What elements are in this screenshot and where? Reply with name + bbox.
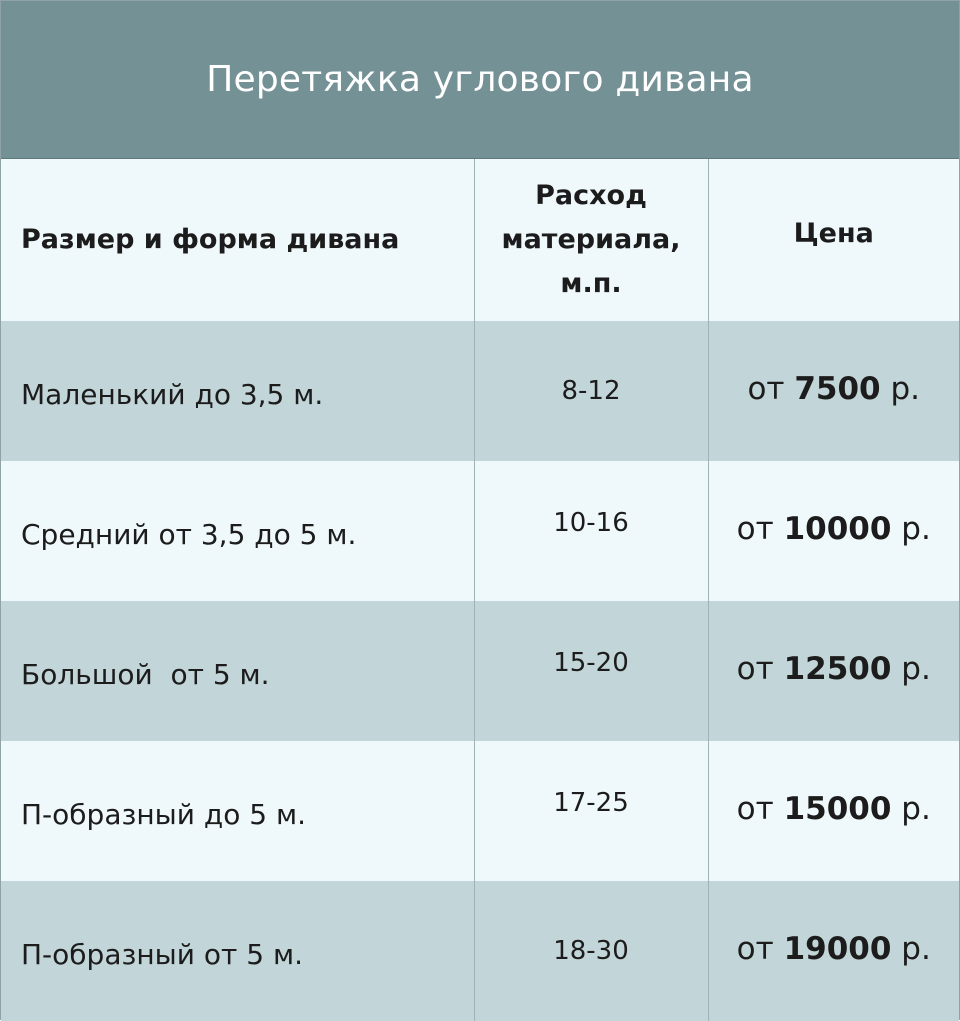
price-prefix: от bbox=[747, 371, 785, 407]
row-price bbox=[708, 601, 959, 741]
price-value: 15000 bbox=[783, 791, 892, 827]
price-suffix: р. bbox=[901, 511, 931, 547]
table-row bbox=[1, 321, 959, 461]
row-material: 17-25 bbox=[474, 741, 708, 881]
table-row bbox=[1, 881, 959, 1021]
header-material-line1: Расход bbox=[535, 180, 647, 211]
row-size: Большой от 5 м. bbox=[21, 657, 270, 691]
header-price: Цена bbox=[708, 159, 959, 321]
row-size: П-образный от 5 м. bbox=[21, 937, 303, 971]
price-prefix: от bbox=[736, 651, 774, 687]
row-price bbox=[708, 461, 959, 601]
row-size: П-образный до 5 м. bbox=[21, 797, 307, 831]
row-material: 8-12 bbox=[474, 321, 708, 461]
price-table bbox=[1, 159, 959, 1021]
header-size: Размер и форма дивана bbox=[21, 224, 400, 255]
row-material: 10-16 bbox=[474, 461, 708, 601]
header-material-line2: материала, bbox=[501, 224, 681, 255]
price-suffix: р. bbox=[901, 791, 931, 827]
price-value: 10000 bbox=[783, 511, 892, 547]
price-value: 7500 bbox=[794, 371, 881, 407]
price-value: 19000 bbox=[783, 931, 892, 967]
header-material-line3: м.п. bbox=[560, 268, 622, 299]
price-suffix: р. bbox=[901, 651, 931, 687]
row-size: Маленький до 3,5 м. bbox=[21, 377, 324, 411]
row-price bbox=[708, 881, 959, 1021]
price-prefix: от bbox=[736, 511, 774, 547]
table-row bbox=[1, 741, 959, 881]
row-price bbox=[708, 741, 959, 881]
table-row bbox=[1, 461, 959, 601]
price-prefix: от bbox=[736, 791, 774, 827]
row-size: Средний от 3,5 до 5 м. bbox=[21, 517, 357, 551]
row-material: 15-20 bbox=[474, 601, 708, 741]
row-material: 18-30 bbox=[474, 881, 708, 1021]
price-suffix: р. bbox=[901, 931, 931, 967]
table-row bbox=[1, 601, 959, 741]
price-suffix: р. bbox=[890, 371, 921, 407]
header-row bbox=[1, 159, 959, 321]
row-price bbox=[708, 321, 959, 461]
header-material bbox=[474, 159, 708, 321]
table-title: Перетяжка углового дивана bbox=[1, 1, 959, 159]
price-prefix: от bbox=[736, 931, 774, 967]
price-value: 12500 bbox=[783, 651, 892, 687]
